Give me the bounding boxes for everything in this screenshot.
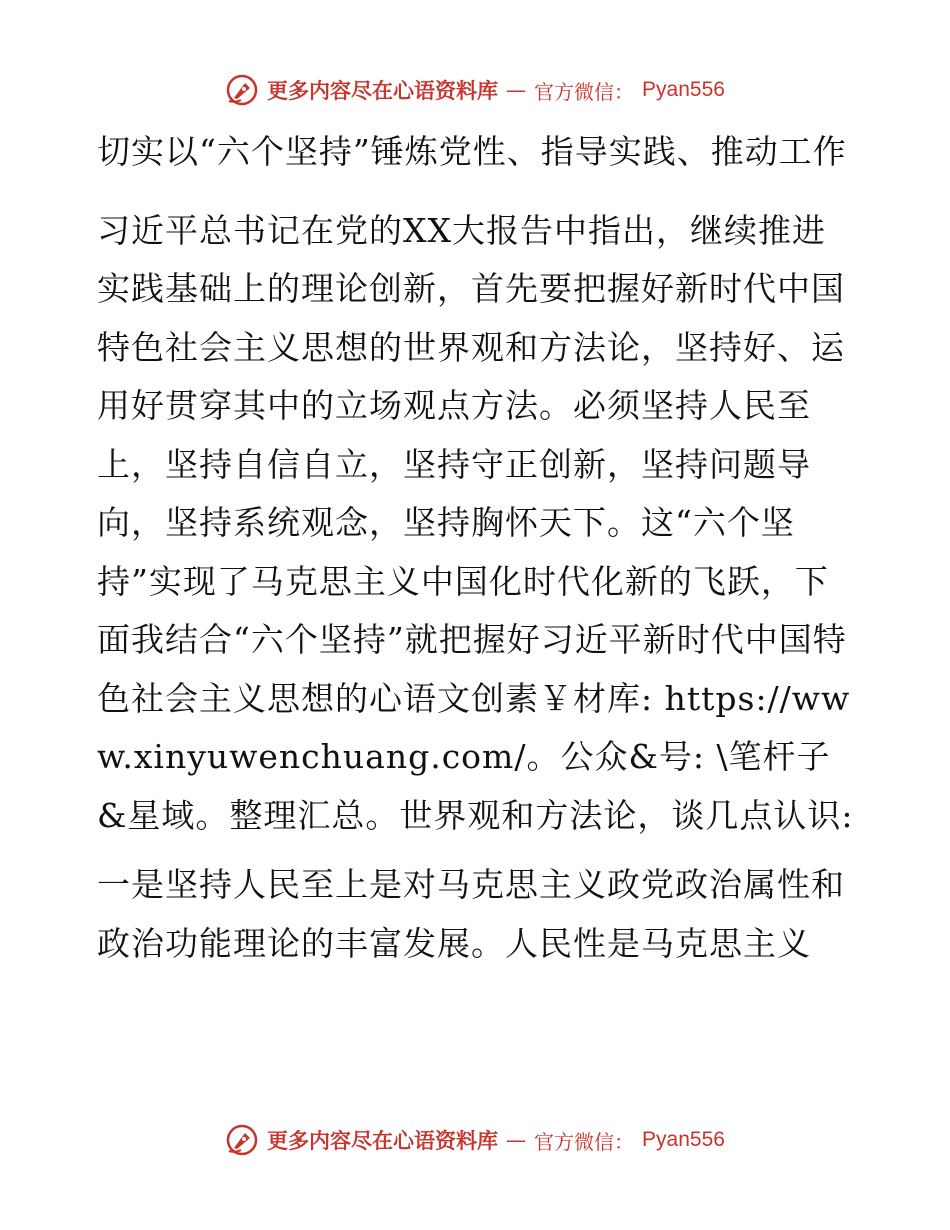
header-wechat-handle: Pyan556: [642, 78, 725, 101]
footer-separator: —: [506, 1128, 527, 1152]
footer-banner: [0, 1120, 950, 1160]
document-body: [97, 123, 857, 984]
paragraph-1: 习近平总书记在党的XX大报告中指出，继续推进实践基础上的理论创新，首先要把握好新时代中国特色社会主义思想的世界观和方法论，坚持好、运用好贯穿其中的立场观点方法。必须坚持人民至上，坚持自信自立，坚持守正创新，坚持问题导向，坚持系统观念，坚持胸怀天下。这“六个坚持”实现了马克思主义中国化时代化新的飞跃，下面我结合“六个坚持”就把握好习近平新时代中国特色社会主义思想的心语文创素￥材库: https://www.xinyuwenchuang.com/。公众&号: \笔杆子&星域。整理汇总。世界观和方法论，谈几点认识:: [97, 210, 854, 835]
footer-wechat-label: 官方微信：: [534, 1129, 635, 1154]
header-site-text: 更多内容尽在心语资料库: [267, 78, 499, 103]
footer-wechat-handle: Pyan556: [642, 1128, 725, 1151]
paragraph-2: 一是坚持人民至上是对马克思主义政党政治属性和政治功能理论的丰富发展。人民性是马克思主义: [97, 865, 845, 963]
header-wechat-label: 官方微信：: [534, 79, 635, 104]
document-title: 切实以“六个坚持”锤炼党性、指导实践、推动工作: [97, 132, 847, 171]
pen-nib-logo-icon: [225, 73, 259, 107]
pen-nib-logo-icon: [225, 1123, 259, 1157]
header-banner: [0, 70, 950, 110]
footer-site-text: 更多内容尽在心语资料库: [267, 1128, 499, 1153]
header-separator: —: [506, 78, 527, 102]
